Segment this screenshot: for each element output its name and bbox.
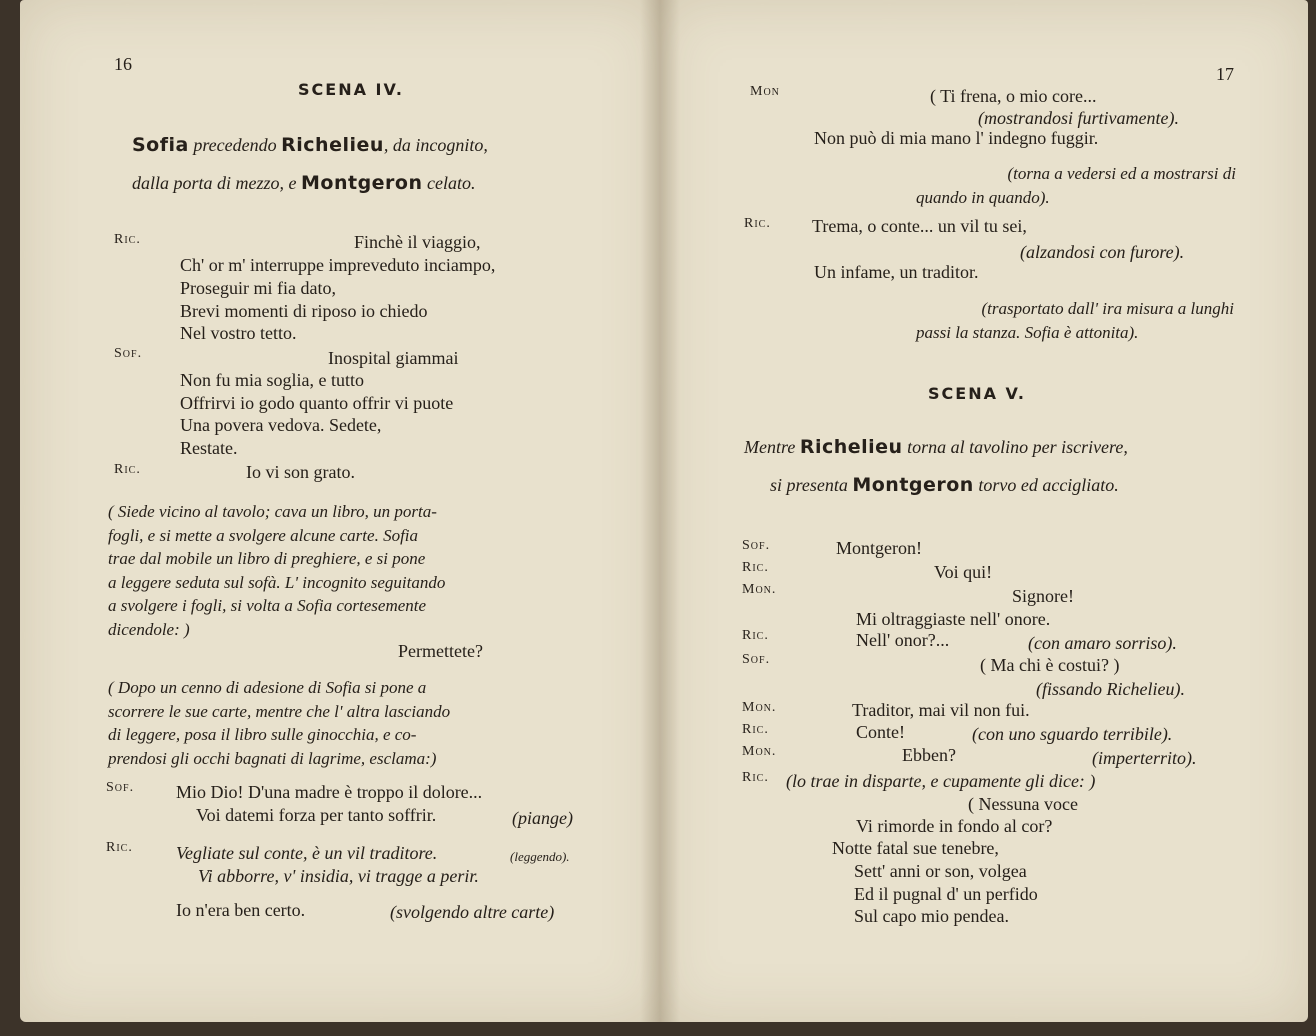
verse-line: Ed il pugnal d' un perfido xyxy=(854,884,1038,904)
speaker-label: Ric. xyxy=(742,628,769,643)
page-number: 17 xyxy=(1216,64,1234,84)
verse-line: Non può di mia mano l' indegno fuggir. xyxy=(814,128,1099,148)
verse-line: Trema, o conte... un vil tu sei, xyxy=(812,216,1027,236)
verse-line: Brevi momenti di riposo io chiedo xyxy=(180,301,428,321)
intro-text: Mentre xyxy=(744,437,800,457)
character-name: Sofia xyxy=(132,134,189,156)
character-name: Montgeron xyxy=(301,172,423,194)
stage-line: quando in quando). xyxy=(916,187,1050,207)
left-page xyxy=(20,0,660,1022)
stage-line: trae dal mobile un libro di preghiere, e si pone xyxy=(108,549,426,568)
speaker-label: Ric. xyxy=(744,216,771,231)
speaker-label: Sof. xyxy=(114,346,143,361)
stage-inline: (con uno sguardo terribile). xyxy=(972,724,1173,744)
speaker-label: Ric. xyxy=(114,462,141,477)
intro-text: si presenta xyxy=(770,475,853,495)
speaker-label: Ric. xyxy=(742,722,769,737)
verse-line: Sett' anni or son, volgea xyxy=(854,861,1027,881)
speaker-label: Ric. xyxy=(114,232,141,247)
verse-line: Offrirvi io godo quanto offrir vi puote xyxy=(180,393,454,413)
scene-intro xyxy=(744,428,1244,504)
verse-line: Conte! xyxy=(856,722,905,742)
stage-inline: (alzandosi con furore). xyxy=(1020,242,1185,262)
stage-inline: (piange) xyxy=(512,808,573,828)
verse-line: Montgeron! xyxy=(836,538,922,558)
stage-line: passi la stanza. Sofia è attonita). xyxy=(916,322,1139,342)
intro-text: torvo ed accigliato. xyxy=(973,475,1119,495)
page-number: 16 xyxy=(114,54,132,74)
stage-direction xyxy=(108,500,604,641)
verse-line: Mi oltraggiaste nell' onore. xyxy=(856,609,1051,629)
stage-direction xyxy=(860,162,1236,209)
scene-title: SCENA V. xyxy=(928,384,1026,403)
verse-line: Vegliate sul conte, è un vil traditore. xyxy=(176,843,438,863)
speaker-label: Ric. xyxy=(742,770,769,785)
stage-line: dicendole: ) xyxy=(108,619,190,639)
stage-line: ( Siede vicino al tavolo; cava un libro, un porta- xyxy=(108,502,437,521)
character-name: Richelieu xyxy=(281,134,384,156)
intro-text: dalla porta di mezzo, e xyxy=(132,173,301,193)
right-page xyxy=(660,0,1308,1022)
verse-line: ( Ti frena, o mio core... xyxy=(930,86,1097,106)
speaker-label: Mon. xyxy=(742,700,777,715)
stage-inline: (con amaro sorriso). xyxy=(1028,633,1177,653)
intro-text: celato. xyxy=(422,173,476,193)
scene-intro xyxy=(132,126,612,202)
verse-line: Inospital giammai xyxy=(328,348,459,368)
scene-title: SCENA IV. xyxy=(298,80,404,99)
verse-line: Permettete? xyxy=(398,641,483,661)
stage-line: a svolgere i fogli, si volta a Sofia cortesemente xyxy=(108,596,427,615)
verse-line: Voi qui! xyxy=(934,562,993,582)
stage-inline: (mostrandosi furtivamente). xyxy=(978,108,1179,128)
verse-line: Mio Dio! D'una madre è troppo il dolore... xyxy=(176,782,483,802)
intro-text: torna al tavolino per iscrivere, xyxy=(902,437,1128,457)
verse-line: Non fu mia soglia, e tutto xyxy=(180,370,364,390)
character-name: Richelieu xyxy=(799,436,903,458)
verse-line: Io vi son grato. xyxy=(246,462,355,482)
stage-inline: (imperterrito). xyxy=(1092,748,1197,768)
verse-line: Una povera vedova. Sedete, xyxy=(180,415,382,435)
speaker-label: Sof. xyxy=(742,538,771,553)
verse-line: Nel vostro tetto. xyxy=(180,323,297,343)
verse-line: Sul capo mio pendea. xyxy=(854,906,1009,926)
speaker-label: Sof. xyxy=(742,652,771,667)
stage-line: scorrere le sue carte, mentre che l' altra lasciando xyxy=(108,701,451,721)
stage-line: fogli, e si mette a svolgere alcune carte. Sofia xyxy=(108,525,419,545)
verse-line: Vi abborre, v' insidia, vi tragge a perir. xyxy=(198,866,479,886)
stage-line: ( Dopo un cenno di adesione di Sofia si pone a xyxy=(108,678,427,697)
stage-line: di leggere, posa il libro sulle ginocchia, e co- xyxy=(108,725,417,744)
speaker-label: Sof. xyxy=(106,780,135,795)
speaker-label: Mon. xyxy=(742,582,777,597)
verse-line: Proseguir mi fia dato, xyxy=(180,278,336,298)
verse-line: Restate. xyxy=(180,438,238,458)
stage-inline: (fissando Richelieu). xyxy=(1036,679,1185,699)
stage-line: a leggere seduta sul sofà. L' incognito seguitando xyxy=(108,572,446,592)
verse-line: ( Nessuna voce xyxy=(968,794,1078,814)
speaker-label: Mon xyxy=(750,84,780,99)
verse-line: Nell' onor?... xyxy=(856,630,950,650)
verse-line: Finchè il viaggio, xyxy=(354,232,481,252)
verse-line: Ch' or m' interruppe impreveduto inciampo, xyxy=(180,255,496,275)
verse-line: ( Ma chi è costui? ) xyxy=(980,655,1120,675)
verse-line: Un infame, un traditor. xyxy=(814,262,979,282)
speaker-label: Ric. xyxy=(106,840,133,855)
verse-line: Signore! xyxy=(1012,586,1074,606)
stage-inline: (svolgendo altre carte) xyxy=(390,902,555,922)
stage-line: (torna a vedersi ed a mostrarsi di xyxy=(1007,164,1236,183)
intro-text: , da incognito, xyxy=(383,135,488,155)
verse-line: Notte fatal sue tenebre, xyxy=(832,838,999,858)
verse-line: Traditor, mai vil non fui. xyxy=(852,700,1030,720)
verse-line: Ebben? xyxy=(902,745,956,765)
speaker-label: Ric. xyxy=(742,560,769,575)
intro-text: precedendo xyxy=(188,135,282,155)
speaker-label: Mon. xyxy=(742,744,777,759)
stage-line: prendosi gli occhi bagnati di lagrime, esclama:) xyxy=(108,748,437,768)
verse-line: Io n'era ben certo. xyxy=(176,900,306,920)
stage-direction xyxy=(108,676,604,770)
verse-line: Voi datemi forza per tanto soffrir. xyxy=(196,805,437,825)
stage-direction xyxy=(860,297,1234,344)
stage-inline: (lo trae in disparte, e cupamente gli dice: ) xyxy=(786,771,1096,791)
verse-line: Vi rimorde in fondo al cor? xyxy=(856,816,1053,836)
stage-inline: (leggendo). xyxy=(510,849,570,864)
stage-line: (trasportato dall' ira misura a lunghi xyxy=(981,299,1234,318)
character-name: Montgeron xyxy=(852,474,974,496)
